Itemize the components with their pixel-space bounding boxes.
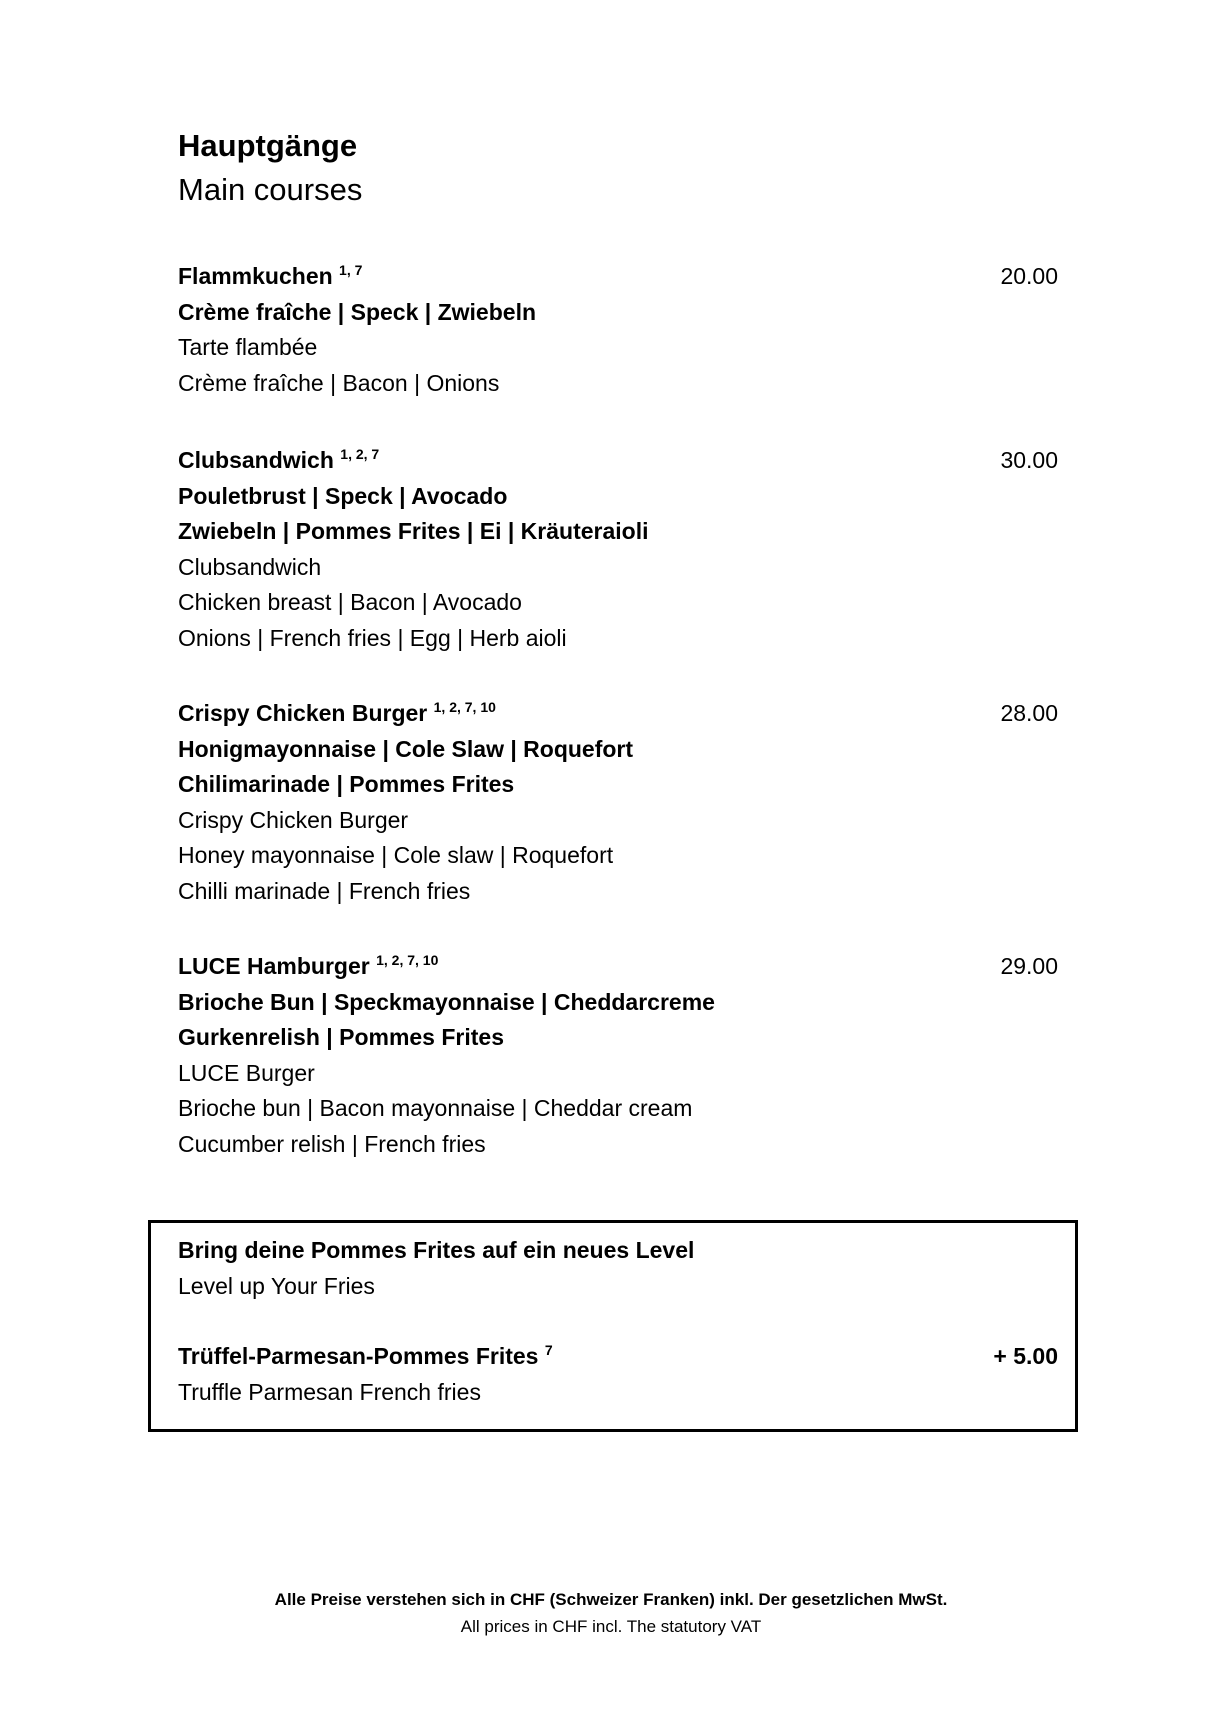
menu-item-title-row — [178, 443, 1058, 479]
menu-item-allergens: 1, 2, 7 — [340, 446, 380, 462]
menu-item-name-en: Tarte flambée — [178, 334, 318, 360]
footer-note-en: All prices in CHF incl. The statutory VAT — [460, 1617, 762, 1636]
menu-item-crispy-chicken-burger — [178, 696, 1058, 909]
menu-item-desc-en: Onions | French fries | Egg | Herb aioli — [178, 624, 567, 651]
upgrade-title-en: Level up Your Fries — [178, 1272, 375, 1299]
menu-item-desc-en: Brioche bun | Bacon mayonnaise | Cheddar cream — [178, 1095, 693, 1121]
menu-item-desc-de: Crème fraîche | Speck | Zwiebeln — [178, 298, 537, 325]
upgrade-item-title-row — [178, 1339, 1058, 1375]
menu-item-name: Crispy Chicken Burger — [178, 700, 428, 726]
menu-item-desc-de: Gurkenrelish | Pommes Frites — [178, 1024, 504, 1050]
menu-item-desc-en: Cucumber relish | French fries — [178, 1130, 486, 1157]
menu-item-desc-en: Chilli marinade | French fries — [178, 877, 471, 904]
menu-item-name: LUCE Hamburger — [178, 953, 370, 979]
upgrade-title-de: Bring deine Pommes Frites auf ein neues Level — [178, 1237, 695, 1263]
menu-item-desc-de: Pouletbrust | Speck | Avocado — [178, 482, 508, 509]
menu-item-name-en: LUCE Burger — [178, 1059, 315, 1086]
menu-item-desc-de: Zwiebeln | Pommes Frites | Ei | Kräuteraioli — [178, 518, 649, 544]
menu-item-flammkuchen — [178, 259, 1058, 401]
menu-item-name-en: Clubsandwich — [178, 553, 322, 580]
upgrade-item-price: + 5.00 — [993, 1343, 1058, 1369]
menu-item-allergens: 1, 2, 7, 10 — [376, 952, 439, 968]
menu-item-price: 30.00 — [1000, 447, 1058, 473]
menu-item-desc-en: Chicken breast | Bacon | Avocado — [178, 589, 522, 615]
menu-item-desc-de: Honigmayonnaise | Cole Slaw | Roquefort — [178, 735, 634, 762]
menu-item-desc-de: Brioche Bun | Speckmayonnaise | Cheddarcreme — [178, 988, 715, 1015]
menu-item-allergens: 1, 7 — [339, 262, 363, 278]
section-title-en: Main courses — [178, 172, 363, 207]
menu-item-desc-en: Honey mayonnaise | Cole slaw | Roquefort — [178, 842, 614, 868]
fries-upgrade-box — [148, 1220, 1078, 1432]
section-title-de: Hauptgänge — [178, 128, 358, 163]
upgrade-item-allergens: 7 — [544, 1342, 553, 1358]
upgrade-item-name-en: Truffle Parmesan French fries — [178, 1378, 481, 1405]
menu-item-price: 20.00 — [1000, 263, 1058, 289]
menu-item-title-row — [178, 696, 1058, 732]
fries-upgrade-content — [178, 1233, 1058, 1410]
menu-item-desc-de: Chilimarinade | Pommes Frites — [178, 771, 515, 797]
footer-note-de: Alle Preise verstehen sich in CHF (Schweizer Franken) inkl. Der gesetzlichen MwSt. — [274, 1590, 948, 1609]
menu-item-clubsandwich — [178, 443, 1058, 656]
section-heading — [178, 124, 362, 212]
menu-item-name-en: Crispy Chicken Burger — [178, 806, 409, 833]
menu-item-name: Flammkuchen — [178, 263, 333, 289]
spacer — [178, 1304, 1058, 1339]
price-footer — [0, 1586, 1222, 1640]
menu-item-name: Clubsandwich — [178, 447, 334, 473]
menu-item-title-row — [178, 259, 1058, 295]
menu-item-price: 29.00 — [1000, 953, 1058, 979]
menu-item-allergens: 1, 2, 7, 10 — [433, 699, 496, 715]
menu-item-luce-hamburger — [178, 949, 1058, 1162]
menu-item-title-row — [178, 949, 1058, 985]
upgrade-item-name: Trüffel-Parmesan-Pommes Frites — [178, 1343, 539, 1369]
menu-item-desc-en: Crème fraîche | Bacon | Onions — [178, 369, 500, 396]
menu-item-price: 28.00 — [1000, 700, 1058, 726]
